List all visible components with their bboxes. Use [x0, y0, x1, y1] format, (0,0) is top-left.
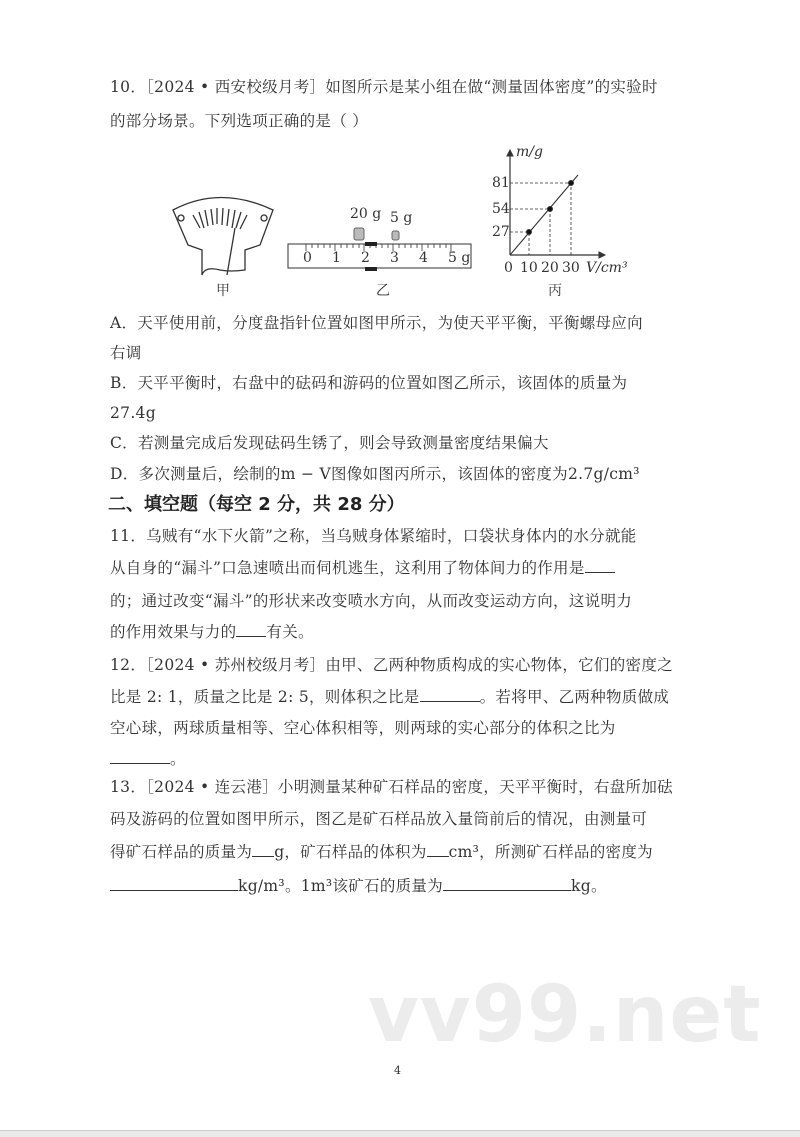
x-tick: 20: [541, 260, 559, 276]
watermark: vv99.net: [368, 970, 762, 1060]
q13-line4: [110, 875, 607, 897]
y-tick: 81: [492, 175, 510, 191]
answer-blank[interactable]: [110, 876, 238, 891]
tick-label: 4: [419, 250, 428, 266]
q11-line4: [110, 621, 314, 643]
beam-figure-yi: [288, 228, 471, 271]
q13-line3: [110, 841, 653, 863]
mv-graph-bing: [507, 150, 605, 258]
tick-label: 1: [332, 250, 341, 266]
answer-blank[interactable]: [252, 842, 274, 857]
option-b-line1: B．天平平衡时，右盘中的砝码和游码的位置如图乙所示，该固体的质量为: [110, 374, 628, 392]
answer-blank[interactable]: [585, 558, 615, 573]
option-a-line2: 右调: [110, 344, 142, 362]
dial-figure-jia: [173, 198, 273, 276]
text: 。若将甲、乙两种物质做成: [479, 688, 670, 706]
tick-label: 0: [303, 250, 312, 266]
answer-blank[interactable]: [443, 876, 571, 891]
y-tick: 54: [492, 201, 510, 217]
text: 得矿石样品的质量为: [110, 843, 253, 861]
answer-blank[interactable]: [420, 687, 480, 702]
text: kg/m³。1m³该矿石的质量为: [238, 877, 444, 895]
q12-line4: [110, 748, 186, 770]
fig-label-jia: 甲: [216, 283, 230, 299]
tick-label: 3: [390, 250, 399, 266]
fig-label-yi: 乙: [376, 283, 390, 299]
answer-blank[interactable]: [236, 622, 266, 637]
weight-5g-label: 5 g: [390, 210, 413, 226]
text: 比是 2: 1，质量之比是 2: 5，则体积之比是: [110, 688, 420, 706]
fig-label-bing: 丙: [548, 283, 562, 299]
q11-line1: 11．乌贼有“水下火箭”之称，当乌贼身体紧缩时，口袋状身体内的水分就能: [110, 527, 637, 545]
text: 有关。: [266, 623, 314, 641]
q13-line2: 码及游码的位置如图甲所示，图乙是矿石样品放入量筒前后的情况，由测量可: [110, 810, 648, 828]
option-a-line1: A．天平使用前，分度盘指针位置如图甲所示，为使天平平衡，平衡螺母应向: [110, 314, 643, 332]
tick-label: 2: [361, 250, 370, 266]
option-c: C．若测量完成后发现砝码生锈了，则会导致测量密度结果偏大: [110, 434, 549, 452]
option-b-line2: 27.4g: [110, 404, 156, 422]
q11-line3: 的；通过改变“漏斗”的形状来改变喷水方向，从而改变运动方向，这说明力: [110, 592, 633, 610]
answer-blank[interactable]: [427, 842, 449, 857]
answer-blank[interactable]: [110, 749, 170, 764]
page-number: 4: [394, 1064, 401, 1077]
x-tick: 10: [520, 260, 538, 276]
tick-label: 5 g: [448, 250, 471, 266]
page-bottom-edge: [0, 1130, 800, 1137]
weight-20g-label: 20 g: [350, 206, 382, 222]
x-axis-label: V/cm³: [586, 260, 628, 276]
q11-line2: [110, 557, 615, 579]
y-axis-label: m/g: [516, 144, 543, 160]
text: 。: [170, 750, 186, 768]
text: cm³，所测矿石样品的密度为: [448, 843, 653, 861]
q12-line2: [110, 686, 669, 708]
q13-line1: 13．［2024 • 连云港］小明测量某种矿石样品的密度，天平平衡时，右盘所加砝: [110, 778, 673, 796]
text: 的作用效果与力的: [110, 623, 237, 641]
x-tick: 0: [504, 260, 513, 276]
q10-line2: 的部分场景。下列选项正确的是（ ）: [110, 112, 369, 130]
text: 从自身的“漏斗”口急速喷出而伺机逃生，这利用了物体间力的作用是: [110, 559, 585, 577]
q12-line1: 12．［2024 • 苏州校级月考］由甲、乙两种物质构成的实心物体，它们的密度之: [110, 656, 673, 674]
x-tick: 30: [562, 260, 580, 276]
section-heading: 二、填空题（每空 2 分，共 28 分）: [108, 494, 405, 515]
text: g，矿石样品的体积为: [274, 843, 427, 861]
q10-line1: 10．［2024 • 西安校级月考］如图所示是某小组在做“测量固体密度”的实验时: [110, 78, 658, 96]
option-d: D．多次测量后，绘制的m − V图像如图丙所示，该固体的密度为2.7g/cm³: [110, 465, 640, 483]
q12-line3: 空心球，两球质量相等、空心体积相等，则两球的实心部分的体积之比为: [110, 719, 616, 737]
y-tick: 27: [492, 224, 510, 240]
text: kg。: [571, 877, 607, 895]
